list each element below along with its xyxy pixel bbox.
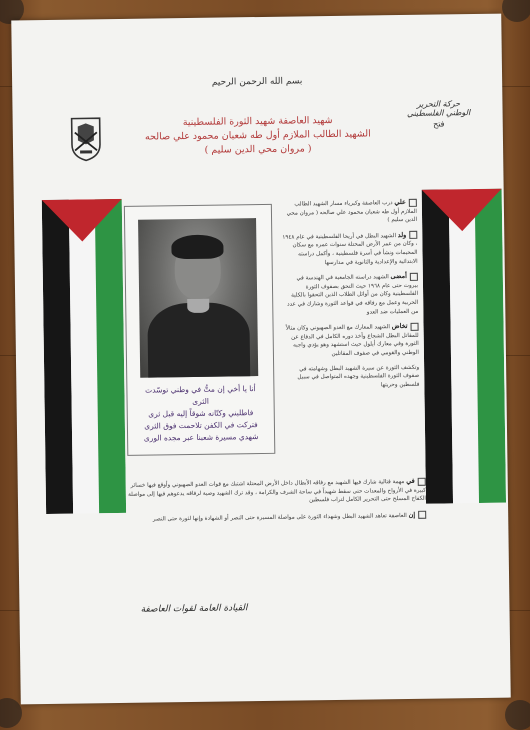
poster-clip bbox=[0, 698, 22, 728]
portrait-frame bbox=[124, 204, 275, 456]
biography-paragraph: تخاض الشهيد المعارك مع العدو الصهيوني وكان مثالاً للمقاتل البطل الشجاع وأخذ دوره الكامل في الدفاع عن الثورة وفي معارك أيلول حيث استشهد وهو يؤدي واجبه الوطني والقومي في صفوف المقاتلين bbox=[285, 322, 419, 357]
poster-clip bbox=[505, 700, 530, 730]
poster-clip bbox=[502, 0, 530, 22]
mission-paragraph: في مهمة قتالية شارك فيها الشهيد مع رفاقه الأبطال داخل الأرض المحتلة اشتبك مع قوات العدو الصهيوني وأوقع فيها خسائر كبيرة في الأرواح والمعدات حتى سقط شهيداً في ساحة الشرف والكرامة ، وقد ترك الشهيد وصية لرفاقه يدعوهم فيها إلى مواصلة الكفاح المسلح حتى التحرير الكامل لتراب فلسطين bbox=[128, 476, 427, 504]
verse-line: فتركت في الكفن تلاحمت فوق الثرى bbox=[144, 420, 258, 431]
bullet-box-icon bbox=[418, 477, 426, 485]
martyr-portrait-photo bbox=[138, 218, 258, 378]
basmala-heading: بسم الله الرحمن الرحيم bbox=[211, 76, 303, 88]
biography-column bbox=[282, 198, 420, 397]
title-line: ( مروان محي الدين سليم ) bbox=[204, 143, 312, 156]
fatah-emblem-icon bbox=[66, 114, 107, 163]
bullet-box-icon bbox=[409, 231, 417, 239]
organization-name: حركة التحرير الوطني الفلسطيني bbox=[406, 99, 471, 118]
palestinian-flag-left bbox=[42, 199, 126, 514]
command-signature: القيادة العامة لقوات العاصفة bbox=[140, 603, 248, 615]
poem-verses bbox=[139, 383, 262, 445]
palestinian-flag-right bbox=[422, 189, 506, 504]
martyr-title bbox=[128, 113, 389, 159]
organization-abbreviation: فتح bbox=[432, 119, 445, 129]
title-line: شهيد العاصفة شهيد الثورة الفلسطينية bbox=[182, 114, 333, 129]
bullet-box-icon bbox=[411, 322, 419, 330]
biography-paragraph: علي درب العاصفة وكبرياء مسار الشهيد الطالب الملازم أول طه شعبان محمود علي صالحه ( مروان محي الدين سليم ) bbox=[286, 197, 418, 224]
verse-line: أنا يا أخي إن متُّ في وطني توسّدت الثرى bbox=[145, 384, 256, 406]
verse-line: شهدي مسيرة شعبنا عبر مجده الورى bbox=[143, 432, 259, 443]
biography-paragraph: أمضى الشهيد دراسته الجامعية في الهندسة في بيروت حتى عام ١٩٦٨ حيث التحق بصفوف الثورة الفلسطينية وكان من أوائل الطلاب الذين التحقوا بالكلية الحربية وعمل مع رفاقه في قواعد الثورة وشارك في عدد من العمليات ضد العدو bbox=[287, 272, 419, 316]
mission-paragraph: إن العاصفة تعاهد الشهيد البطل وشهداء الثورة على مواصلة المسيرة حتى النصر أو الشهادة وإنها لثورة حتى النصر bbox=[128, 510, 426, 524]
verse-line: فاطلبني وكتّانه شوقاً إليه قبل ثرى bbox=[148, 408, 254, 419]
organization-logo-text bbox=[404, 99, 472, 129]
mission-text-block bbox=[128, 477, 427, 532]
title-line: الشهيد الطالب الملازم أول طه شعبان محمود علي صالحه bbox=[144, 128, 371, 143]
memorial-poster bbox=[11, 14, 511, 705]
bullet-box-icon bbox=[409, 198, 417, 206]
bullet-box-icon bbox=[418, 511, 426, 519]
biography-paragraph: وتكشف الثورة عن سيرة الشهيد البطل وشهامته في صفوف الثورة الفلسطينية وجهده المتواصل في سبيل فلسطين وحريتها bbox=[297, 364, 420, 389]
bullet-box-icon bbox=[410, 272, 418, 280]
biography-paragraph: ولد الشهيد البطل في أريحا الفلسطينية في عام ١٩٤٨ ، وكان من عمر الأرض المحتلة سنوات عمره مع سكان المخيمات ونشأ في أسرة فلسطينية ، وأكمل دراسته الابتدائية والإعدادية والثانوية في مدارسها bbox=[282, 230, 418, 266]
